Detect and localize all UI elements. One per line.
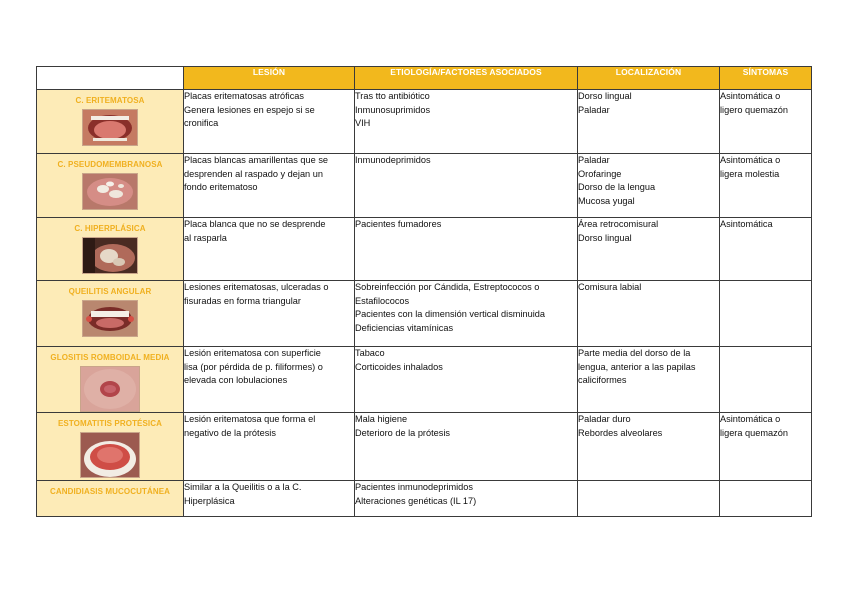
oral-lesion-photo	[82, 237, 138, 274]
lesion-line: Similar a la Queilitis o a la C.	[184, 482, 302, 492]
header-localizacion: LOCALIZACIÓN	[578, 67, 720, 90]
etiologia-line: Corticoides inhalados	[355, 361, 443, 372]
etiologia-line: Pacientes inmunodeprimidos	[355, 482, 473, 492]
lesion-line: cronifica	[184, 118, 219, 129]
etiologia-cell	[355, 154, 578, 218]
oral-lesion-photo	[82, 300, 138, 337]
oral-lesion-photo	[82, 109, 138, 146]
type-cell	[37, 413, 184, 481]
etiologia-line: Estafilococos	[355, 295, 410, 306]
type-name: C. PSEUDOMEMBRANOSA	[57, 160, 163, 169]
lesion-line: elevada con lobulaciones	[184, 375, 288, 386]
table-row	[37, 481, 812, 517]
localizacion-line: Dorso lingual	[578, 91, 632, 101]
lesion-line: al rasparla	[184, 232, 227, 243]
lesion-cell	[184, 347, 355, 413]
etiologia-cell	[355, 281, 578, 347]
type-name: QUEILITIS ANGULAR	[68, 287, 152, 296]
lesion-line: fondo eritematoso	[184, 182, 258, 193]
header-lesion: LESIÓN	[184, 67, 355, 90]
type-name: C. ERITEMATOSA	[75, 96, 145, 105]
sintomas-line: Asintomática o	[720, 414, 781, 424]
localizacion-cell	[578, 413, 720, 481]
localizacion-line: Comisura labial	[578, 282, 642, 292]
localizacion-line: Área retrocomisural	[578, 219, 659, 229]
header-sintomas: SÍNTOMAS	[720, 67, 812, 90]
etiologia-line: Pacientes fumadores	[355, 219, 442, 229]
sintomas-cell	[720, 347, 812, 413]
lesion-line: Lesión eritematosa con superficie	[184, 348, 321, 358]
table-row	[37, 347, 812, 413]
table-row	[37, 413, 812, 481]
sintomas-line: Asintomática	[720, 219, 773, 229]
lesion-line: Placas eritematosas atróficas	[184, 91, 304, 101]
table-row	[37, 90, 812, 154]
localizacion-line: Paladar duro	[578, 414, 631, 424]
type-name: C. HIPERPLÁSICA	[74, 224, 146, 233]
lesion-line: lisa (por pérdida de p. filiformes) o	[184, 361, 323, 372]
lesion-line: desprenden al raspado y dejan un	[184, 168, 323, 179]
localizacion-line: Mucosa yugal	[578, 195, 635, 206]
sintomas-line: ligero quemazón	[720, 104, 788, 115]
etiologia-line: Tras tto antibiótico	[355, 91, 430, 101]
lesion-cell	[184, 281, 355, 347]
localizacion-line: Dorso de la lengua	[578, 182, 656, 193]
lesion-cell	[184, 218, 355, 281]
etiologia-cell	[355, 347, 578, 413]
type-name: GLOSITIS ROMBOIDAL MEDIA	[50, 353, 170, 362]
localizacion-line: Rebordes alveolares	[578, 427, 663, 438]
etiologia-cell	[355, 481, 578, 517]
table-row	[37, 281, 812, 347]
etiologia-line: Deterioro de la prótesis	[355, 427, 450, 438]
lesion-line: Genera lesiones en espejo si se	[184, 104, 315, 115]
sintomas-cell	[720, 218, 812, 281]
sintomas-cell	[720, 413, 812, 481]
localizacion-cell	[578, 347, 720, 413]
lesion-line: Placas blancas amarillentas que se	[184, 155, 329, 165]
sintomas-line: ligera molestia	[720, 168, 780, 179]
table-row	[37, 218, 812, 281]
localizacion-cell	[578, 281, 720, 347]
localizacion-line: Orofaringe	[578, 168, 622, 179]
type-name: ESTOMATITIS PROTÉSICA	[57, 419, 163, 428]
lesion-line: Lesión eritematosa que forma el	[184, 414, 316, 424]
lesion-line: Placa blanca que no se desprende	[184, 219, 326, 229]
lesion-cell	[184, 481, 355, 517]
lesion-cell	[184, 90, 355, 154]
localizacion-line: Parte media del dorso de la	[578, 348, 691, 358]
type-cell	[37, 218, 184, 281]
localizacion-line: lengua, anterior a las papilas	[578, 361, 696, 372]
lesion-cell	[184, 154, 355, 218]
type-cell	[37, 347, 184, 413]
lesion-cell	[184, 413, 355, 481]
etiologia-line: Inmunodeprimidos	[355, 155, 431, 165]
candidiasis-table	[36, 66, 812, 517]
header-etiologia: ETIOLOGÍA/FACTORES ASOCIADOS	[355, 67, 578, 90]
type-cell	[37, 154, 184, 218]
lesion-line: fisuradas en forma triangular	[184, 295, 301, 306]
type-cell	[37, 481, 184, 517]
oral-lesion-photo	[80, 366, 140, 412]
header-blank-cell	[37, 67, 184, 90]
type-name: CANDIDIASIS MUCOCUTÁNEA	[49, 487, 171, 496]
localizacion-cell	[578, 481, 720, 517]
sintomas-cell	[720, 281, 812, 347]
sintomas-cell	[720, 90, 812, 154]
lesion-line: negativo de la prótesis	[184, 427, 276, 438]
oral-lesion-photo	[80, 432, 140, 478]
localizacion-cell	[578, 218, 720, 281]
localizacion-line: Paladar	[578, 104, 610, 115]
localizacion-line: Paladar	[578, 155, 610, 165]
sintomas-line: Asintomática o	[720, 155, 781, 165]
header-row	[37, 67, 812, 90]
localizacion-cell	[578, 90, 720, 154]
etiologia-cell	[355, 218, 578, 281]
localizacion-cell	[578, 154, 720, 218]
sintomas-line: ligera quemazón	[720, 427, 788, 438]
sintomas-line: Asintomática o	[720, 91, 781, 101]
etiologia-line: Sobreinfección por Cándida, Estreptococos o	[355, 282, 540, 292]
sintomas-cell	[720, 154, 812, 218]
sintomas-cell	[720, 481, 812, 517]
type-cell	[37, 281, 184, 347]
etiologia-line: Mala higiene	[355, 414, 408, 424]
localizacion-line: caliciformes	[578, 375, 627, 386]
etiologia-cell	[355, 413, 578, 481]
etiologia-line: Tabaco	[355, 348, 385, 358]
etiologia-line: Inmunosuprimidos	[355, 104, 431, 115]
type-cell	[37, 90, 184, 154]
etiologia-line: Deficiencias vitamínicas	[355, 322, 454, 333]
table-row	[37, 154, 812, 218]
etiologia-line: Pacientes con la dimensión vertical disminuida	[355, 309, 545, 320]
localizacion-line: Dorso lingual	[578, 232, 632, 243]
lesion-line: Hiperplásica	[184, 495, 235, 506]
etiologia-cell	[355, 90, 578, 154]
etiologia-line: VIH	[355, 118, 371, 129]
oral-lesion-photo	[82, 173, 138, 210]
lesion-line: Lesiones eritematosas, ulceradas o	[184, 282, 329, 292]
etiologia-line: Alteraciones genéticas (IL 17)	[355, 495, 477, 506]
